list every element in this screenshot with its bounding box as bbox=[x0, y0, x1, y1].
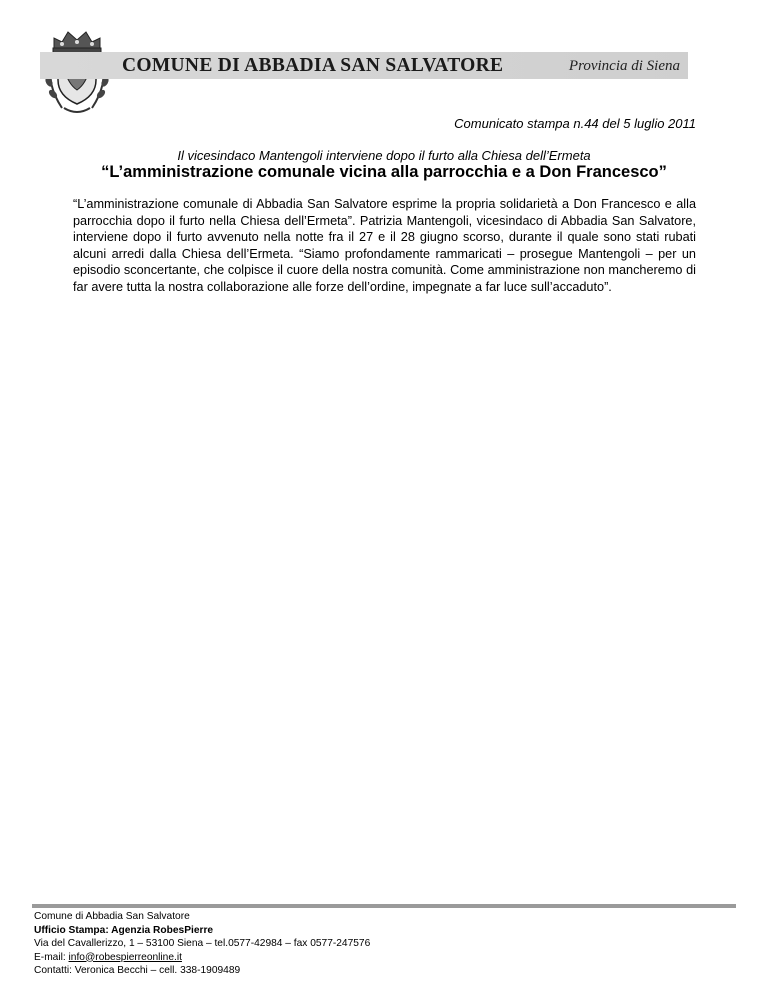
footer-comune: Comune di Abbadia San Salvatore bbox=[34, 911, 190, 922]
footer-email-row bbox=[34, 951, 370, 965]
comune-title: COMUNE DI ABBADIA SAN SALVATORE bbox=[122, 55, 504, 76]
footer-contacts: Contatti: Veronica Becchi – cell. 338-1909489 bbox=[34, 965, 241, 976]
footer-email-label: E-mail: bbox=[34, 951, 69, 963]
provincia-label: Provincia di Siena bbox=[568, 58, 680, 74]
press-subtitle: Il vicesindaco Mantengoli interviene dopo il furto alla Chiesa dell’Ermeta bbox=[177, 148, 591, 163]
footer-press-office: Ufficio Stampa: Agenzia RobesPierre bbox=[34, 924, 214, 936]
footer-divider bbox=[32, 904, 736, 908]
footer-address: Via del Cavallerizzo, 1 – 53100 Siena – tel.0577-42984 – fax 0577-247576 bbox=[34, 938, 371, 949]
footer bbox=[34, 910, 370, 978]
press-headline: “L’amministrazione comunale vicina alla parrocchia e a Don Francesco” bbox=[101, 163, 667, 181]
press-body: “L’amministrazione comunale di Abbadia San Salvatore esprime la propria solidarietà a Don Francesco e alla parrocchia dopo il furto nella Chiesa dell’Ermeta”. Patrizia Mantengoli, vicesindaco di Abbadia San Salvatore, interviene dopo il furto avvenuto nella notte fra il 27 e il 28 giugno scorso, durante il quale sono stati rubati alcuni arredi dalla Chiesa dell’Ermeta. “Siamo profondamente rammaricati – prosegue Mantengoli – per un episodio sconcertante, che colpisce il cuore della nostra comunità. Come amministrazione non mancheremo di far avere tutta la nostra collaborazione alle forze dell’ordine, impegnate a far luce sull’accaduto”. bbox=[73, 197, 696, 294]
footer-email-link[interactable]: info@robespierreonline.it bbox=[68, 951, 182, 963]
press-release-number: Comunicato stampa n.44 del 5 luglio 2011 bbox=[454, 116, 696, 131]
